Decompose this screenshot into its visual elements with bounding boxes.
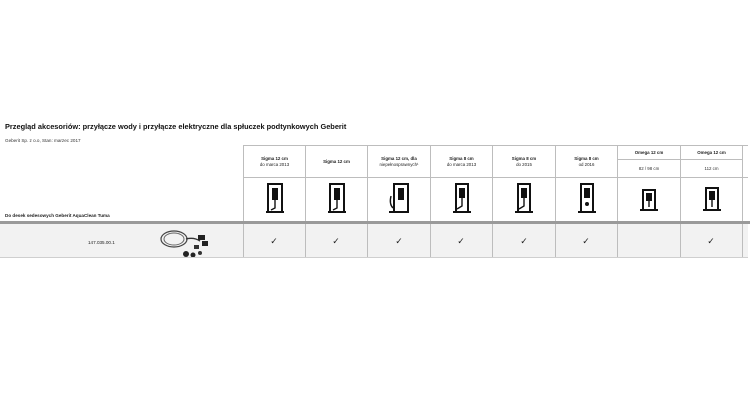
column-subheader-omega-112: 112 cm: [704, 166, 719, 171]
column-divider: [430, 224, 431, 257]
column-header-line1: Sigma 8 cm: [449, 155, 474, 161]
column-divider: [617, 224, 618, 257]
column-header-sigma12-2013: [244, 146, 305, 177]
page-title: Przegląd akcesoriów: przyłącze wody i przyłącze elektryczne dla spłuczek podtynkowych Geberit: [5, 122, 347, 131]
compatibility-check: ✓: [582, 236, 590, 246]
column-header-line1: Sigma 8 cm: [511, 155, 537, 161]
compatibility-check: ✓: [395, 236, 403, 246]
sigma-frame-icon: [244, 178, 305, 220]
omega-frame-icon: [681, 178, 742, 220]
section-label: Do desek sedesowych Geberit AquaClean Tuma: [5, 213, 110, 218]
column-header-line2: do marca 2013: [259, 161, 290, 167]
column-header-omega-8298: Omega 12 cm: [634, 150, 664, 155]
sigma-frame-icon: [306, 178, 367, 220]
column-header-sigma8-2015: [493, 146, 555, 177]
column-header-line2: niepełnosprawnych¹: [379, 161, 419, 167]
column-divider: [243, 224, 244, 257]
compatibility-check: ✓: [520, 236, 528, 246]
column-divider: [367, 224, 368, 257]
column-divider: [742, 224, 743, 257]
sigma-frame-icon: [556, 178, 617, 220]
column-header-sigma12-disabled: [368, 146, 430, 177]
column-divider: [680, 224, 681, 257]
column-header-line1: Sigma 8 cm: [574, 155, 599, 161]
compatibility-check: ✓: [332, 236, 340, 246]
column-header-line1: Sigma 12 cm: [323, 158, 350, 164]
column-divider: [305, 224, 306, 257]
column-header-line2: od 2016: [578, 161, 595, 167]
omega-frame-icon: [618, 178, 680, 220]
article-number: 147.035.00.1: [88, 240, 115, 245]
column-header-sigma8-2013: [431, 146, 492, 177]
sigma-frame-icon: [431, 178, 492, 220]
page-subtitle: Geberit Sp. z o.o, Stan: marzec 2017: [5, 138, 81, 143]
compatibility-check: ✓: [457, 236, 465, 246]
connection-cable-icon: [158, 227, 214, 264]
sigma-frame-icon: [368, 178, 430, 220]
sigma-frame-icon: [493, 178, 555, 220]
column-header-sigma8-2016: [556, 146, 617, 177]
column-divider: [492, 224, 493, 257]
compatibility-check: ✓: [270, 236, 278, 246]
column-header-line1: Sigma 12 cm, dla: [381, 155, 417, 161]
compatibility-check: ✓: [707, 236, 715, 246]
column-header-line2: do marca 2013: [446, 161, 477, 167]
row-bottom-border: [0, 257, 748, 258]
column-header-line1: Sigma 12 cm: [261, 155, 288, 161]
column-divider: [555, 224, 556, 257]
column-header-omega-112: Omega 12 cm: [697, 150, 726, 155]
column-header-line2: do 2015: [516, 161, 532, 167]
column-subheader-omega-8298: 82 / 98 cm: [638, 166, 660, 171]
column-header-sigma12: [306, 146, 367, 177]
